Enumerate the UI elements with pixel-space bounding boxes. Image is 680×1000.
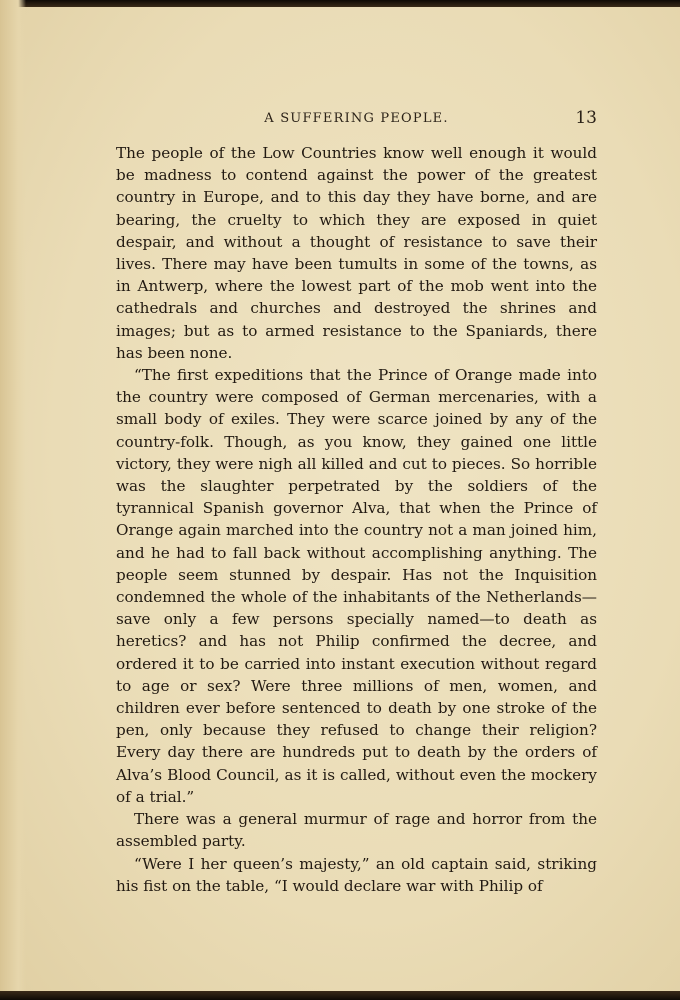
page-bottom-shadow [0,991,680,1000]
running-header [116,108,597,132]
page-gutter [0,0,26,1000]
paragraph: There was a general murmur of rage and horror from the assembled party. [116,810,597,851]
paragraph: “Were I her queen’s majesty,” an old captain said, striking his fist on the table, “I would declare war with Philip of [116,854,597,895]
running-title: A SUFFERING PEOPLE. [264,111,449,126]
paragraph: “The first expeditions that the Prince of Orange made into the country were composed of German mercenaries, with a small body of exiles. They were scarce joined by any of the country-folk. Though, as you know, they gained one little victory, they were nigh all killed and cut to pieces. So horrible was the slaughter perpetrated by the soldiers of the tyrannical Spanish governor Alva, that when the Prince of Orange again marched into the country not a man joined him, and he had to fall back without accomplishing anything. The people seem stunned by despair. Has not the Inquisition condemned the whole of the inhabitants of the Netherlands—save only a few persons specially named—to death as heretics? and has not Philip confirmed the decree, and ordered it to be carried into instant execution without regard to age or sex? Were three millions of men, women, and children ever before sentenced to death by one stroke of the pen, only because they refused to change their religion? Every day there are hundreds put to death by the orders of Alva’s Blood Council, as it is called, without even the mockery of a trial.” [116,366,597,806]
page-top-shadow [0,0,680,7]
page-number: 13 [575,108,597,128]
body-text [116,142,597,897]
paragraph: The people of the Low Countries know well enough it would be madness to contend against the power of the greatest country in Europe, and to this day they have borne, and are bearing, the cruelty to which they are exposed in quiet despair, and without a thought of resistance to save their lives. There may have been tumults in some of the towns, as in Antwerp, where the lowest part of the mob went into the cathedrals and churches and destroyed the shrines and images; but as to armed resistance to the Spaniards, there has been none. [116,144,597,362]
